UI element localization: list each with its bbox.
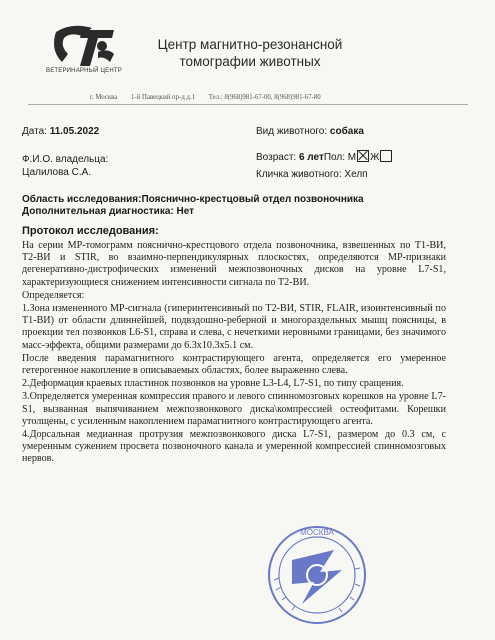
- header-divider: [28, 104, 468, 105]
- protocol-body: [22, 240, 446, 467]
- date-field: [22, 126, 99, 137]
- extra-diagnostics-field: [22, 206, 194, 217]
- address-city: г. Москва: [90, 94, 118, 101]
- protocol-paragraph: 2.Деформация краевых пластинок позвонков на уровне L3-L4, L7-S1, по типу сращения.: [22, 378, 404, 390]
- sex-female-label: Ж: [370, 152, 380, 163]
- address-street: 1-й Павецкий пр-д д.1: [131, 94, 196, 101]
- animal-value: собака: [329, 126, 364, 137]
- clinic-stamp: [262, 520, 372, 630]
- age-sex-field: [256, 150, 393, 163]
- owner-value: Цалилова С.А.: [22, 167, 92, 178]
- region-label: Область исследования:: [22, 194, 142, 205]
- region-value: Пояснично-крестцовый отдел позвоночника: [141, 194, 364, 205]
- nickname-value: Хелп: [344, 169, 368, 180]
- sex-male-label: М: [347, 152, 357, 163]
- owner-label: Ф.И.О. владельца:: [22, 154, 109, 165]
- logo-caption: ВЕТЕРИНАРНЫЙ ЦЕНТР: [46, 68, 122, 74]
- address-phone: Тел.: 8(968)981-67-00, 8(968)981-67-80: [208, 94, 321, 101]
- date-value: 11.05.2022: [49, 126, 100, 137]
- region-field: [22, 194, 364, 205]
- protocol-paragraph: 1.Зона измененного МР-сигнала (гиперинтенсивный по Т2-ВИ, STIR, FLAIR, изоинтенсивный по Т1-ВИ) от области длиннейшей, подвздошно-реберной и многораздельных мышц поясницы, в проекции тел позвонков L6-S1, справа и слева, с нечеткими неровными границами, без значимого масс-эффекта, общими размерами до 6.3х10.3х5.1 см.: [22, 303, 446, 351]
- extra-label: Дополнительная диагностика:: [22, 206, 174, 217]
- org-line-2: томографии животных: [179, 54, 321, 69]
- animal-label: Вид животного:: [256, 126, 328, 137]
- sex-label: Пол:: [323, 152, 346, 163]
- date-label: Дата:: [22, 126, 47, 137]
- protocol-paragraph: 4.Дорсальная медианная протрузия межпозвонкового диска L7-S1, размером до 0.3 см, с умеренным сужением просвета позвоночного канала и умеренной компрессией спинномозговых нервов.: [22, 429, 446, 465]
- protocol-paragraph: На серии МР-томограмм пояснично-крестцового отдела позвоночника, взвешенных по Т1-ВИ, Т2-ВИ и STIR, во взаимно-перпендикулярных плоскостях, определяются МР-признаки дегенеративно-дистрофических изменений межпозвоночных дисков на уровне L7-S1, характеризующиеся снижением интенсивности сигнала по Т2-ВИ.: [22, 240, 446, 288]
- organization-name: [120, 36, 380, 70]
- protocol-paragraph: После введения парамагнитного контрастирующего агента, определяется его умеренное гетерогенное накопление в описываемых областях, более выраженно слева.: [22, 352, 446, 377]
- nickname-label: Кличка животного:: [256, 169, 342, 180]
- stamp-text: МОСКВА: [300, 528, 334, 537]
- sex-female-checkbox: [380, 150, 392, 162]
- org-line-1: Центр магнитно-резонансной: [157, 37, 343, 52]
- protocol-title: Протокол исследования:: [22, 225, 159, 237]
- protocol-paragraph: 3.Определяется умеренная компрессия правого и левого спинномозговых корешков на уровне L7-S1, вызванная выпячиванием межпозвонкового диска\компрессией остеофитами. Корешки утолщены, с усиленным накоплением парамагнитного контрастирующего агента.: [22, 391, 446, 427]
- nickname-field: [256, 169, 368, 180]
- protocol-paragraph: Определяется:: [22, 289, 85, 301]
- sex-male-checkbox: [357, 150, 369, 162]
- extra-value: Нет: [176, 206, 195, 217]
- animal-field: [256, 126, 364, 137]
- age-label: Возраст:: [256, 152, 297, 163]
- address-line: [90, 94, 333, 101]
- age-value: 6 лет: [298, 152, 324, 163]
